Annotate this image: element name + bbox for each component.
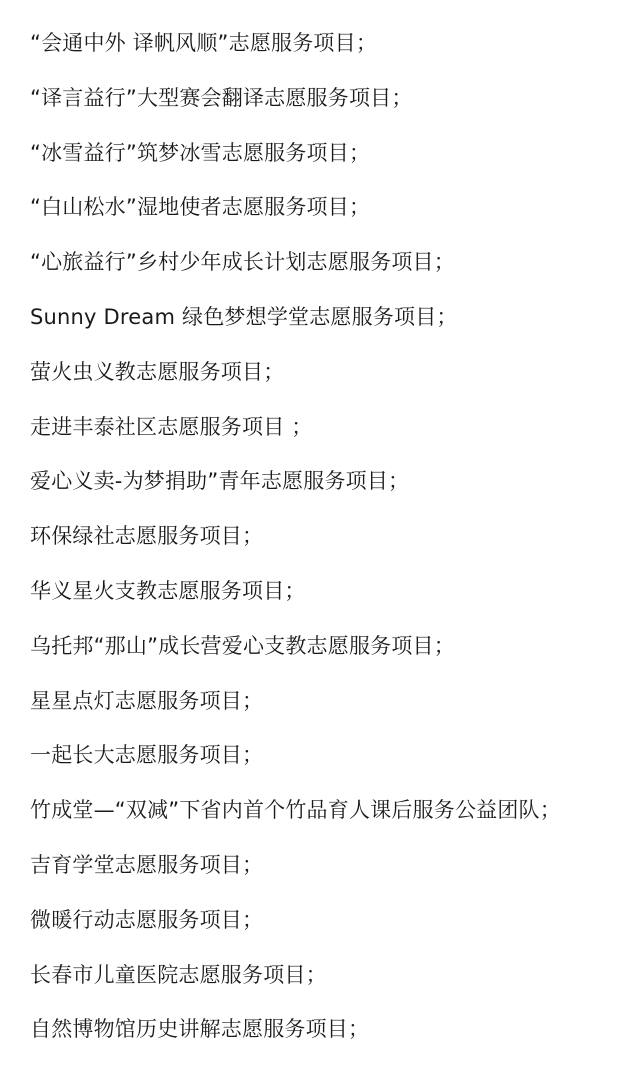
list-item: 走进丰泰社区志愿服务项目 ； [30,414,313,439]
list-item: 星星点灯志愿服务项目； [30,688,264,713]
list-item: “译言益行”大型赛会翻译志愿服务项目； [30,85,413,110]
list-item: 微暖行动志愿服务项目； [30,907,264,932]
list-item: 萤火虫义教志愿服务项目； [30,359,285,384]
list-item: 一起长大志愿服务项目； [30,743,264,768]
list-item: 乌托邦“那山”成长营爱心支教志愿服务项目； [30,633,455,658]
list-item: “白山松水”湿地使者志愿服务项目； [30,195,371,220]
list-item: “会通中外 译帆风顺”志愿服务项目； [30,31,378,55]
list-item: 爱心义卖-为梦捐助”青年志愿服务项目； [30,469,410,494]
list-item: 长春市儿童医院志愿服务项目； [30,962,327,987]
list-item: 吉育学堂志愿服务项目； [30,852,264,877]
list-item: 华义星火支教志愿服务项目； [30,578,306,603]
list-item: 环保绿社志愿服务项目； [30,524,264,549]
list-item: 竹成堂—“双减”下省内首个竹品育人课后服务公益团队； [30,798,561,823]
list-item: 自然博物馆历史讲解志愿服务项目； [30,1017,370,1042]
list-item: “心旅益行”乡村少年成长计划志愿服务项目； [30,250,455,275]
list-item: “冰雪益行”筑梦冰雪志愿服务项目； [30,140,371,165]
list-item: Sunny Dream 绿色梦想学堂志愿服务项目； [30,304,458,329]
